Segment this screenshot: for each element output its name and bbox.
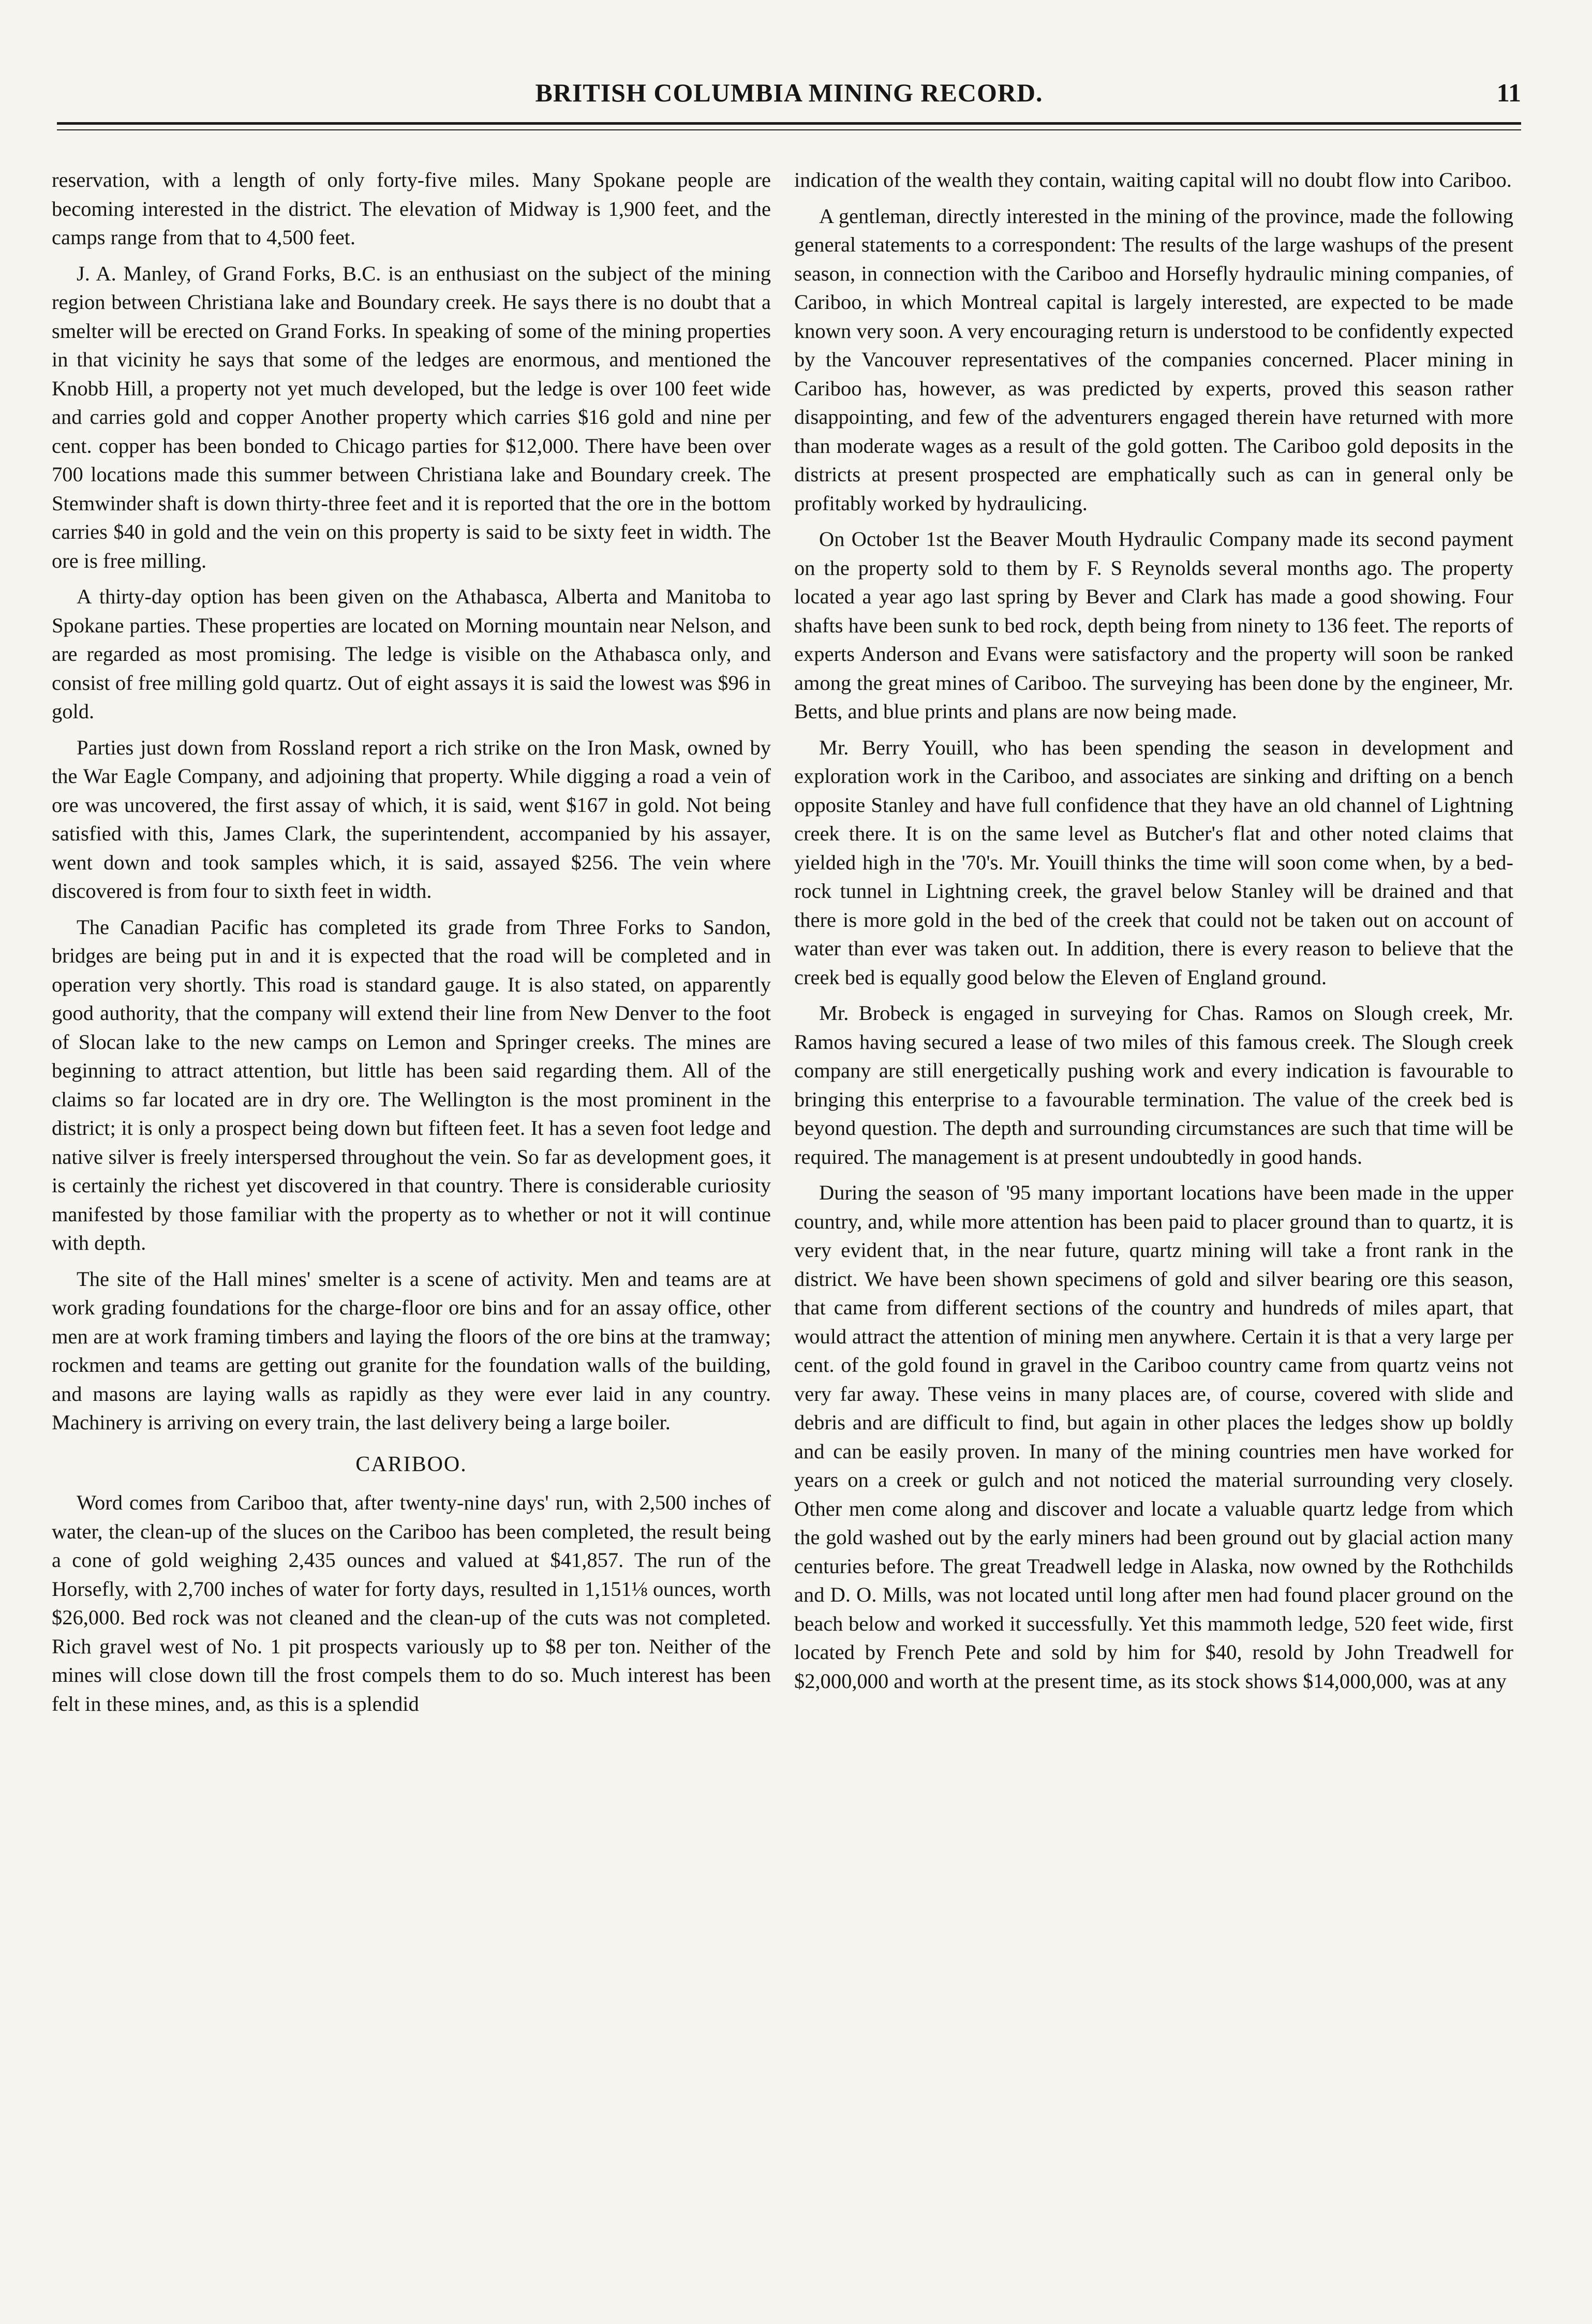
paragraph: Mr. Berry Youill, who has been spending the season in development and exploration work in the Cariboo, and associates are sinking and drifting on a bench opposite Stanley and have full confidence that they have an old channel of Lightning creek there. It is on the same level as Butcher's flat and other noted claims that yielded high in the '70's. Mr. Youill thinks the time will soon come when, by a bed-rock tunnel in Lightning creek, the gravel below Stanley will be drained and that there is more gold in the bed of the creek that could not be taken out on account of water than ever was taken out. In addition, there is every reason to believe that the creek bed is equally good below the Eleven of England ground. bbox=[794, 735, 1513, 989]
paragraph: Mr. Brobeck is engaged in surveying for Chas. Ramos on Slough creek, Mr. Ramos having secured a lease of two miles of this famous creek. The Slough creek company are still energetically pushing work and every indication is favourable to bringing this enterprise to a favourable termination. The value of the creek bed is beyond question. The depth and surrounding circumstances are such that time will be required. The management is at present undoubtedly in good hands. bbox=[794, 1001, 1513, 1168]
left-column bbox=[52, 166, 771, 2303]
paragraph: indication of the wealth they contain, waiting capital will no doubt flow into Cariboo. bbox=[794, 168, 1512, 191]
masthead-title: BRITISH COLUMBIA MINING RECORD. bbox=[535, 78, 1043, 107]
section-heading-cariboo: CARIBOO. bbox=[355, 1452, 467, 1476]
header-rule-thin bbox=[57, 129, 1521, 130]
paragraph: J. A. Manley, of Grand Forks, B.C. is an enthusiast on the subject of the mining region between Christiana lake and Boundary creek. He says there is no doubt that a smelter will be erected on Grand Forks. In speaking of some of the mining properties in that vicinity he says that some of the ledges are enormous, and mentioned the Knobb Hill, a property not yet much developed, but the ledge is over 100 feet wide and carries gold and copper Another property which carries $16 gold and nine per cent. copper has been bonded to Chicago parties for $12,000. There have been over 700 locations made this summer between Christiana lake and Boundary creek. The Stemwinder shaft is down thirty-three feet and it is reported that the ore in the bottom carries $40 in gold and the vein on this property is said to be sixty feet in width. The ore is free milling. bbox=[52, 261, 771, 572]
paragraph: The Canadian Pacific has completed its grade from Three Forks to Sandon, bridges are being put in and it is expected that the road will be completed and in operation very shortly. This road is standard gauge. It is also stated, on apparently good authority, that the company will extend their line from New Denver to the foot of Slocan lake to the new camps on Lemon and Springer creeks. The mines are beginning to attract attention, but little has been said regarding them. All of the claims so far located are in dry ore. The Wellington is the most prominent in the district; it is only a prospect being down but fifteen feet. It has a seven foot ledge and native silver is freely interspersed throughout the vein. So far as development goes, it is certainly the richest yet discovered in that country. There is considerable curiosity manifested by those familiar with the property as to whether or not it will continue with depth. bbox=[52, 915, 771, 1254]
page-header bbox=[57, 78, 1521, 119]
paragraph: A thirty-day option has been given on the Athabasca, Alberta and Manitoba to Spokane parties. These properties are located on Morning mountain near Nelson, and are regarded as most promising. The ledge is visible on the Athabasca only, and consist of free milling gold quartz. Out of eight assays it is said the lowest was $96 in gold. bbox=[52, 585, 771, 723]
paragraph: During the season of '95 many important locations have been made in the upper country, and, while more attention has been paid to placer ground than to quartz, it is very evident that, in the near future, quartz mining will take a front rank in the district. We have been shown specimens of gold and silver bearing ore this season, that came from different sections of the country and hundreds of miles apart, that would attract the attention of mining men anywhere. Certain it is that a very large per cent. of the gold found in gravel in the Cariboo country came from quartz veins not very far away. These veins in many places are, of course, covered with slide and debris and are difficult to find, but again in other places the ledges show up boldly and can be easily proven. In many of the mining countries men have worked for years on a creek or gulch and not noticed the material surrounding very closely. Other men come along and discover and locate a valuable quartz ledge from which the gold washed out by the early miners had been ground out by glacial action many centuries before. The great Treadwell ledge in Alaska, now owned by the Rothchilds and D. O. Mills, was not located until long after men had found placer ground on the beach below and worked it successfully. Yet this mammoth ledge, 520 feet wide, first located by French Pete and sold by him for $40, resold by John Treadwell for $2,000,000 and worth at the present time, as its stock shows $14,000,000, was at any bbox=[794, 1181, 1513, 1693]
paragraph: A gentleman, directly interested in the mining of the province, made the following general statements to a correspondent: The results of the large washups of the present season, in connection with the Cariboo and Horsefly hydraulic mining companies, of Cariboo, in which Montreal capital is largely interested, are expected to be made known very soon. A very encouraging return is understood to be confidently expected by the Vancouver representatives of the companies concerned. Placer mining in Cariboo has, however, as was predicted by experts, proved this season rather disappointing, and few of the adventurers engaged therein have returned with more than moderate wages as a result of the gold gotten. The Cariboo gold deposits in the districts at present prospected are emphatically such as can in general only be profitably worked by hydraulicing. bbox=[794, 204, 1513, 515]
paragraph: reservation, with a length of only forty-five miles. Many Spokane people are becoming interested in the district. The elevation of Midway is 1,900 feet, and the camps range from that to 4,500 feet. bbox=[52, 168, 771, 249]
header-rule-thick bbox=[57, 122, 1521, 125]
right-column bbox=[794, 166, 1513, 2303]
paragraph: On October 1st the Beaver Mouth Hydraulic Company made its second payment on the property sold to them by F. S Reynolds several months ago. The property located a year ago last spring by Bever and Clark has made a good showing. Four shafts have been sunk to bed rock, depth being from ninety to 136 feet. The reports of experts Anderson and Evans were satisfactory and the property will soon be ranked among the great mines of Cariboo. The surveying has been done by the engineer, Mr. Betts, and blue prints and plans are now being made. bbox=[794, 527, 1513, 723]
paragraph: The site of the Hall mines' smelter is a scene of activity. Men and teams are at work grading foundations for the charge-floor ore bins and for an assay office, other men are at work framing timbers and laying the floors of the ore bins at the tramway; rockmen and teams are getting out granite for the foundation walls of the building, and masons are laying walls as rapidly as they were ever laid in any country. Machinery is arriving on every train, the last delivery being a large boiler. bbox=[52, 1267, 771, 1434]
page-number: 11 bbox=[1496, 78, 1521, 107]
paragraph: Parties just down from Rossland report a rich strike on the Iron Mask, owned by the War Eagle Company, and adjoining that property. While digging a road a vein of ore was uncovered, the first assay of which, it is said, went $167 in gold. Not being satisfied with this, James Clark, the superintendent, accompanied by his assayer, went down and took samples which, it is said, assayed $256. The vein where discovered is from four to sixth feet in width. bbox=[52, 735, 771, 902]
paragraph: Word comes from Cariboo that, after twenty-nine days' run, with 2,500 inches of water, the clean-up of the sluces on the Cariboo has been completed, the result being a cone of gold weighing 2,435 ounces and valued at $41,857. The run of the Horsefly, with 2,700 inches of water for forty days, resulted in 1,151⅛ ounces, worth $26,000. Bed rock was not cleaned and the clean-up of the cuts was not completed. Rich gravel west of No. 1 pit prospects variously up to $8 per ton. Neither of the mines will close down till the frost compels them to do so. Much interest has been felt in these mines, and, as this is a splendid bbox=[52, 1491, 771, 1715]
